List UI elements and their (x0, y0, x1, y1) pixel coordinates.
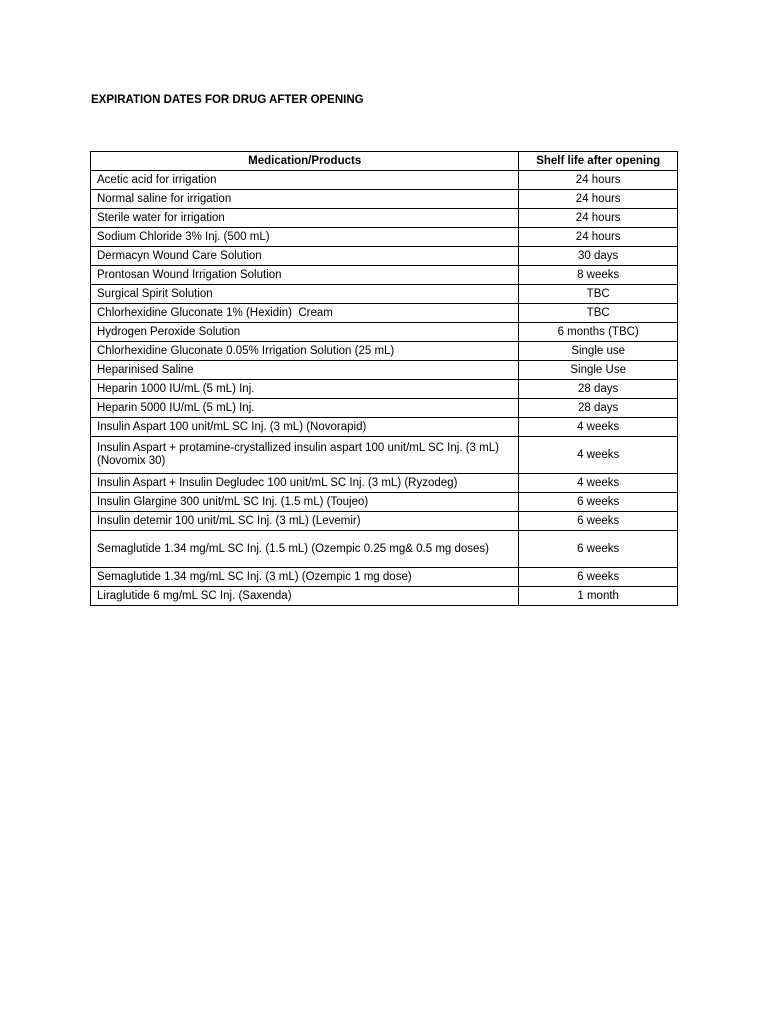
medication-cell: Normal saline for irrigation (91, 190, 519, 209)
medication-cell: Liraglutide 6 mg/mL SC Inj. (Saxenda) (91, 587, 519, 606)
shelf-life-cell: 24 hours (519, 209, 678, 228)
shelf-life-cell: 24 hours (519, 190, 678, 209)
shelf-life-cell: 1 month (519, 587, 678, 606)
medication-cell: Semaglutide 1.34 mg/mL SC Inj. (1.5 mL) (Ozempic 0.25 mg& 0.5 mg doses) (91, 531, 519, 568)
medication-cell: Acetic acid for irrigation (91, 171, 519, 190)
medication-cell: Heparin 5000 IU/mL (5 mL) Inj. (91, 399, 519, 418)
medication-cell: Sterile water for irrigation (91, 209, 519, 228)
table-row (91, 568, 678, 587)
shelf-life-cell: Single use (519, 342, 678, 361)
table-row (91, 171, 678, 190)
table-row (91, 285, 678, 304)
table-row (91, 209, 678, 228)
shelf-life-cell: 4 weeks (519, 474, 678, 493)
shelf-life-cell: 6 weeks (519, 531, 678, 568)
header-medication: Medication/Products (91, 152, 519, 171)
shelf-life-cell: 6 weeks (519, 493, 678, 512)
table-row (91, 247, 678, 266)
table-row (91, 437, 678, 474)
table-row (91, 361, 678, 380)
shelf-life-cell: TBC (519, 285, 678, 304)
table-row (91, 342, 678, 361)
medication-cell: Insulin Aspart + Insulin Degludec 100 unit/mL SC Inj. (3 mL) (Ryzodeg) (91, 474, 519, 493)
medication-cell: Heparin 1000 IU/mL (5 mL) Inj. (91, 380, 519, 399)
medication-cell: Insulin Aspart 100 unit/mL SC Inj. (3 mL) (Novorapid) (91, 418, 519, 437)
medication-cell: Dermacyn Wound Care Solution (91, 247, 519, 266)
table-row (91, 418, 678, 437)
table-row (91, 190, 678, 209)
shelf-life-cell: 6 months (TBC) (519, 323, 678, 342)
table-row (91, 266, 678, 285)
medication-cell: Hydrogen Peroxide Solution (91, 323, 519, 342)
shelf-life-cell: 28 days (519, 399, 678, 418)
document-title: EXPIRATION DATES FOR DRUG AFTER OPENING (91, 94, 364, 106)
medication-cell: Prontosan Wound Irrigation Solution (91, 266, 519, 285)
medication-cell: Chlorhexidine Gluconate 0.05% Irrigation Solution (25 mL) (91, 342, 519, 361)
shelf-life-cell: Single Use (519, 361, 678, 380)
medication-cell: Heparinised Saline (91, 361, 519, 380)
medication-cell: Insulin detemir 100 unit/mL SC Inj. (3 mL) (Levemir) (91, 512, 519, 531)
table-row (91, 587, 678, 606)
medication-cell: Insulin Aspart + protamine-crystallized insulin aspart 100 unit/mL SC Inj. (3 mL) (Novomix 30) (91, 437, 519, 474)
expiration-table (90, 151, 678, 606)
shelf-life-cell: 8 weeks (519, 266, 678, 285)
table-row (91, 512, 678, 531)
shelf-life-cell: 6 weeks (519, 568, 678, 587)
table-row (91, 304, 678, 323)
medication-cell: Semaglutide 1.34 mg/mL SC Inj. (3 mL) (Ozempic 1 mg dose) (91, 568, 519, 587)
shelf-life-cell: 24 hours (519, 228, 678, 247)
table-row (91, 531, 678, 568)
shelf-life-cell: 4 weeks (519, 418, 678, 437)
table-row (91, 474, 678, 493)
table-row (91, 228, 678, 247)
table-row (91, 380, 678, 399)
shelf-life-cell: TBC (519, 304, 678, 323)
table-row (91, 493, 678, 512)
medication-cell: Surgical Spirit Solution (91, 285, 519, 304)
shelf-life-cell: 24 hours (519, 171, 678, 190)
table-row (91, 323, 678, 342)
shelf-life-cell: 4 weeks (519, 437, 678, 474)
medication-cell: Insulin Glargine 300 unit/mL SC Inj. (1.5 mL) (Toujeo) (91, 493, 519, 512)
shelf-life-cell: 30 days (519, 247, 678, 266)
header-shelf-life: Shelf life after opening (519, 152, 678, 171)
medication-cell: Chlorhexidine Gluconate 1% (Hexidin) Cream (91, 304, 519, 323)
shelf-life-cell: 28 days (519, 380, 678, 399)
shelf-life-cell: 6 weeks (519, 512, 678, 531)
table-header-row (91, 152, 678, 171)
table-row (91, 399, 678, 418)
medication-cell: Sodium Chloride 3% Inj. (500 mL) (91, 228, 519, 247)
